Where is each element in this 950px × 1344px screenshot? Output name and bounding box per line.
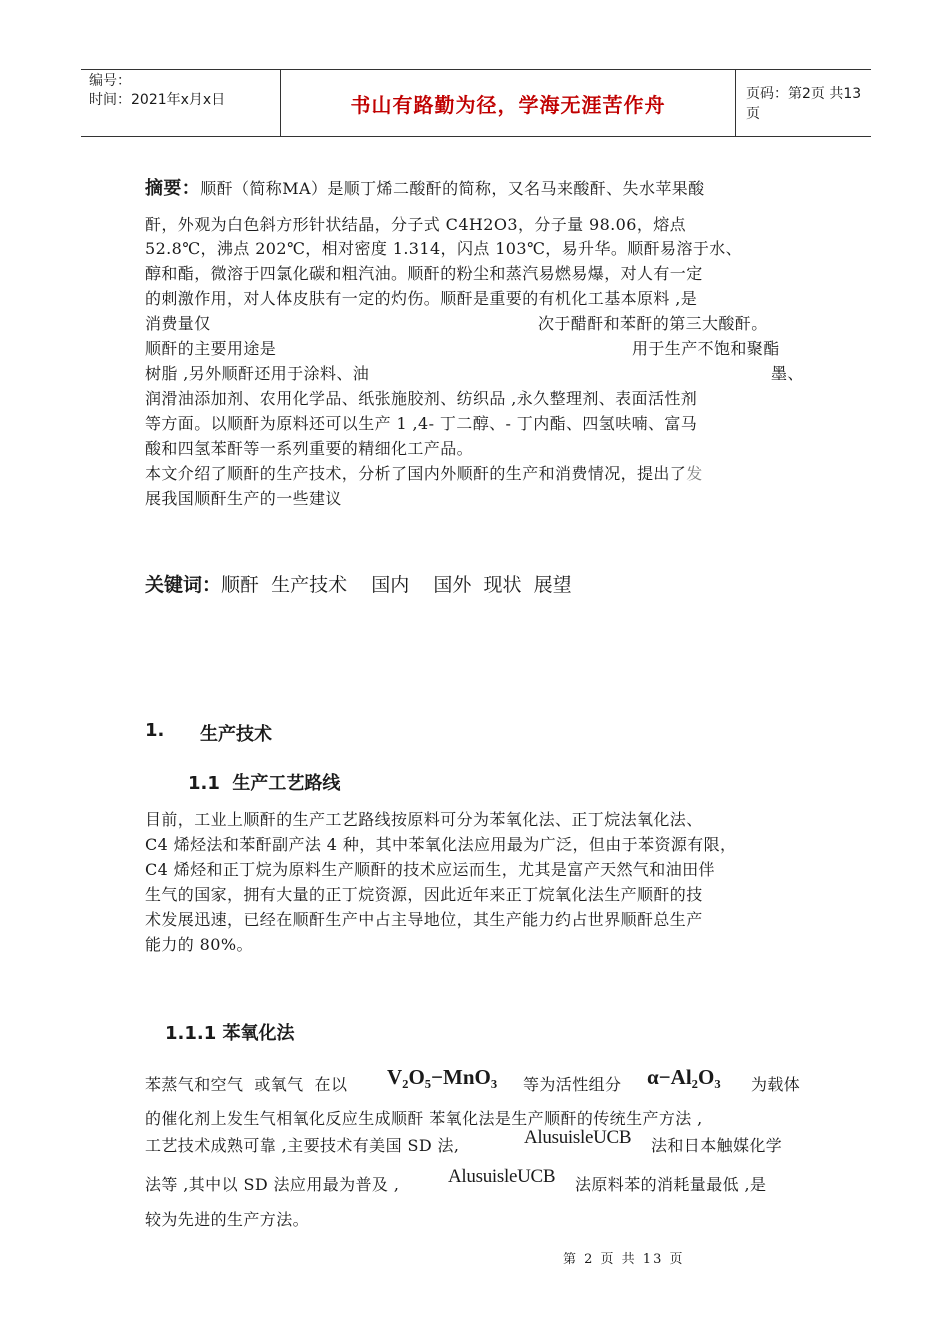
abstract-line: 等方面。以顺酐为原料还可以生产 1 ,4- 丁二醇、- 丁内酯、四氢呋喃、富马: [145, 414, 698, 433]
paragraph-line: C4 烯烃和正丁烷为原料生产顺酐的技术应运而生，尤其是富产天然气和油田伴: [145, 860, 715, 879]
page-label: 页码：第2页 共13页: [746, 86, 862, 122]
keywords-line: [145, 570, 572, 597]
section-number: 1.: [145, 720, 165, 741]
keywords-items: 顺酐 生产技术 国内 国外 现状 展望: [221, 574, 572, 596]
keywords-label: 关键词：: [145, 574, 222, 596]
abstract-line-left: 消费量仅: [145, 314, 211, 333]
method-text: 法原料苯的消耗量最低 ,是: [575, 1175, 767, 1194]
paragraph-line: 生气的国家，拥有大量的正丁烷资源，因此近年来正丁烷氧化法生产顺酐的技: [145, 885, 703, 904]
method-line: 较为先进的生产方法。: [145, 1210, 310, 1229]
method-line-1: [145, 1072, 347, 1095]
abstract-line-left: 树脂 ,另外顺酐还用于涂料、油: [145, 364, 370, 383]
abstract-line-1: [145, 174, 705, 200]
subsubsection-title: 1.1.1 苯氧化法: [165, 1023, 295, 1044]
paragraph-line: 能力的 80%。: [145, 935, 253, 954]
abstract-line: 酐，外观为白色斜方形针状结晶，分子式 C4H2O3，分子量 98.06，熔点: [145, 215, 687, 234]
page-header-table: [81, 69, 871, 137]
abstract-line: 52.8℃，沸点 202℃，相对密度 1.314，闪点 103℃，易升华。顺酐易溶于水、: [145, 239, 743, 258]
page-footer: 第 2 页 共 13 页: [563, 1252, 685, 1267]
abstract-line: 的刺激作用，对人体皮肤有一定的灼伤。顺酐是重要的有机化工基本原料 ,是: [145, 289, 698, 308]
brand-alusuisse-ucb: AlusuisleUCB: [448, 1166, 556, 1187]
abstract-line-right: 次于醋酐和苯酐的第三大酸酐。: [538, 314, 768, 333]
abstract-line: 酸和四氢苯酐等一系列重要的精细化工产品。: [145, 439, 474, 458]
serial-label: 编号：: [89, 73, 131, 89]
abstract-line: 醇和酯，微溶于四氯化碳和粗汽油。顺酐的粉尘和蒸汽易燃易爆，对人有一定: [145, 264, 703, 283]
method-line-4: 法等 ,其中以 SD 法应用最为普及 ,: [145, 1175, 400, 1194]
abstract-line-left: 顺酐的主要用途是: [145, 339, 277, 358]
header-meta-cell: [81, 70, 281, 136]
formula-v2o5-mno3: V₂O₅−MnO₃: [387, 1065, 498, 1089]
motto-text: 书山有路勤为径，学海无涯苦作舟: [350, 92, 666, 117]
subsection-title: 1.1 生产工艺路线: [188, 773, 341, 794]
time-label: 时间：2021年x月x日: [89, 92, 226, 108]
formula-alpha-al2o3: α−Al₂O₃: [647, 1065, 721, 1089]
abstract-label: 摘要：: [145, 178, 201, 199]
paragraph-line: C4 烯烃法和苯酐副产法 4 种，其中苯氧化法应用最为广泛，但由于苯资源有限，: [145, 835, 737, 854]
summary-line: [145, 461, 703, 484]
abstract-line-right: 用于生产不饱和聚酯: [632, 339, 780, 358]
summary-line: 展我国顺酐生产的一些建议: [145, 489, 342, 508]
paragraph-line: 术发展迅速，已经在顺酐生产中占主导地位，其生产能力约占世界顺酐总生产: [145, 910, 703, 929]
method-text: 苯蒸气和空气 或氧气 在以: [145, 1075, 348, 1094]
paragraph-line: 目前，工业上顺酐的生产工艺路线按原料可分为苯氧化法、正丁烷法氧化法、: [145, 810, 703, 829]
method-text: 法和日本触媒化学: [651, 1136, 783, 1155]
abstract-text: 顺酐（简称MA）是顺丁烯二酸酐的简称，又名马来酸酐、失水苹果酸: [200, 179, 705, 198]
abstract-line-right: 墨、: [771, 364, 804, 383]
method-text: 等为活性组分: [523, 1075, 622, 1094]
brand-alusuisse-ucb: AlusuisleUCB: [524, 1127, 632, 1148]
summary-text: 本文介绍了顺酐的生产技术，分析了国内外顺酐的生产和消费情况，提出了: [145, 464, 687, 483]
header-page-cell: [736, 70, 871, 136]
abstract-line: 润滑油添加剂、农用化学品、纸张施胶剂、纺织品 ,永久整理剂、表面活性剂: [145, 389, 698, 408]
section-title: 生产技术: [200, 724, 272, 745]
method-text: 为载体: [751, 1075, 801, 1094]
summary-text-gray: 发: [686, 464, 703, 483]
header-motto-cell: [281, 70, 736, 136]
method-line: 的催化剂上发生气相氧化反应生成顺酐 苯氧化法是生产顺酐的传统生产方法 ,: [145, 1109, 703, 1128]
method-line-3: 工艺技术成熟可靠 ,主要技术有美国 SD 法,: [145, 1136, 460, 1155]
